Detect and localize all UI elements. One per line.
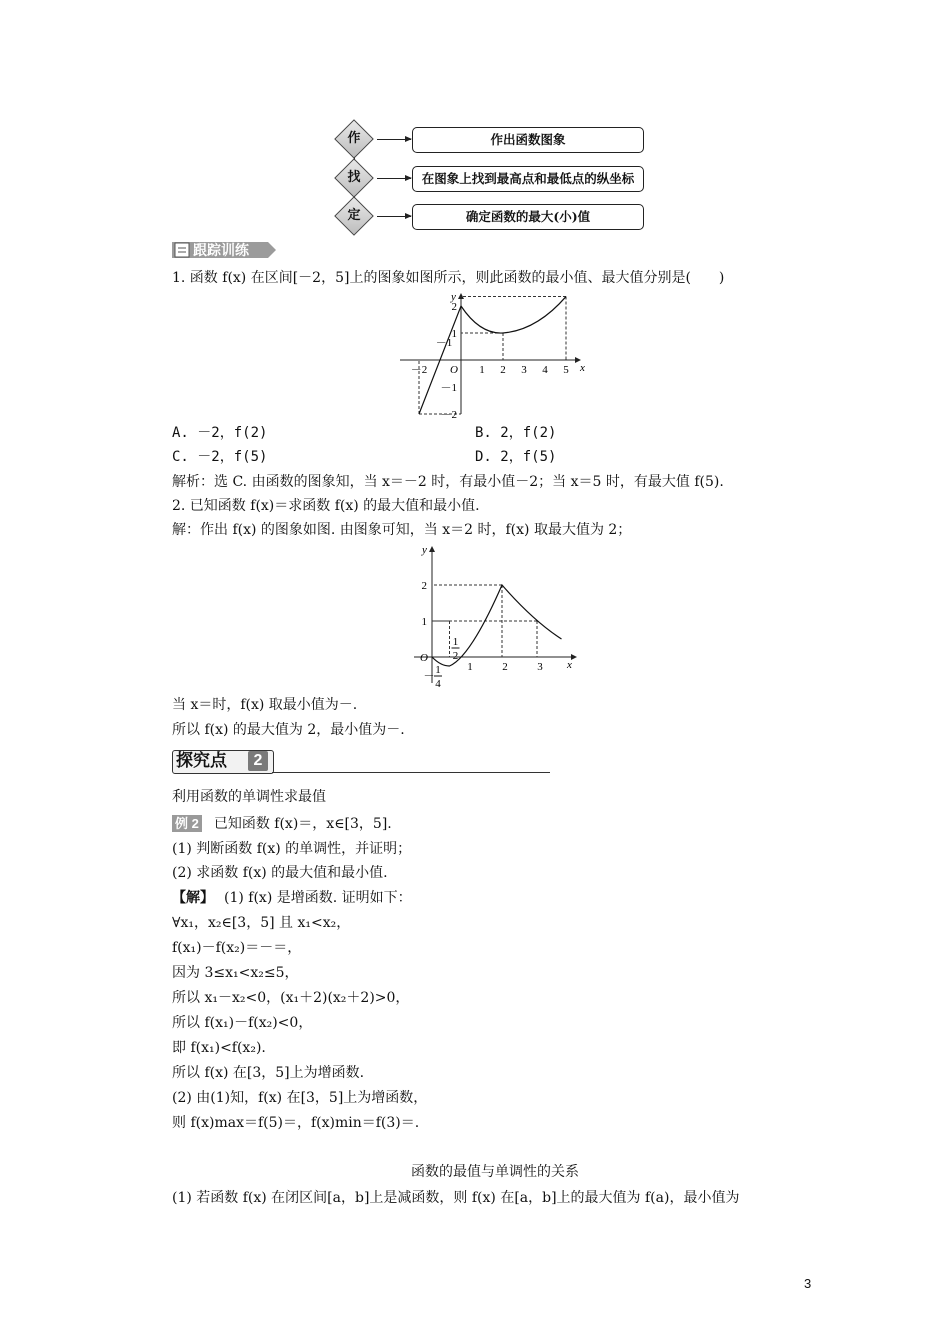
solution-line: 因为 3≤x₁<x₂≤5， [172,965,299,981]
x-tick-label: 2 [502,661,508,673]
flow-arrow [377,216,411,217]
flow-step-box: 确定函数的最大(小)值 [412,204,644,230]
relation-text: (1) 若函数 f(x) 在闭区间[a，b]上是减函数，则 f(x) 在[a，b]上的最大值为 f(a)，最小值为 [172,1190,740,1206]
solution-line: 则 f(x)max＝f(5)＝，f(x)min＝f(3)＝. [172,1115,420,1131]
flow-step-box: 在图象上找到最高点和最低点的纵坐标 [412,166,644,192]
fraction-sign: － [423,670,435,682]
y-tick-label: 2 [451,301,457,313]
solution-line: (1) f(x) 是增函数. 证明如下： [224,890,412,906]
x-axis-label: x [567,659,572,671]
y-tick-label: －2 [440,409,457,418]
q1-option-a[interactable]: A. －2，f(2) [172,425,268,441]
y-axis-label: y [422,544,427,556]
example-stem: 已知函数 f(x)＝，x∈[3，5]. [213,816,392,832]
x-tick-label: 1 [479,364,485,376]
flow-arrow [377,178,411,179]
solution-line: f(x₁)－f(x₂)＝－＝， [172,940,302,956]
solution-label: 【解】 [172,890,214,906]
practice-banner [172,240,276,260]
q2-function-curve [432,585,562,666]
example-part2: (2) 求函数 f(x) 的最大值和最小值. [172,865,388,881]
solution-first-line [172,888,412,908]
fraction-denominator: 4 [435,678,441,690]
q1-option-d[interactable]: D. 2，f(5) [475,449,557,465]
y-tick-label: 1 [421,616,427,628]
relation-heading: 函数的最值与单调性的关系 [411,1164,579,1180]
q1-graph [396,290,588,418]
origin-label: O [420,652,428,664]
y-tick-label: －1 [440,382,457,394]
section-header [172,748,550,776]
q1-option-b[interactable]: B. 2，f(2) [475,425,557,441]
fraction-numerator: 1 [452,636,459,648]
y-axis-label: y [451,291,456,303]
flow-step-char: 找 [347,170,361,185]
solution-line: 所以 f(x) 在[3，5]上为增函数. [172,1065,365,1081]
flow-step-box: 作出函数图象 [412,127,644,153]
section-subtitle: 利用函数的单调性求最值 [172,789,326,805]
q2-solution-1: 解：作出 f(x) 的图象如图. 由图象可知，当 x＝2 时，f(x) 取最大值为 2； [172,522,632,538]
x-tick-label: 2 [500,364,506,376]
section-number: 2 [248,751,268,771]
x-tick-label: －1 [435,337,453,349]
y-tick-label: 2 [421,580,427,592]
section-underline [272,772,550,773]
x-tick-label: 3 [537,661,543,673]
flow-step-char: 作 [347,131,361,146]
solution-line: 所以 f(x₁)－f(x₂)<0， [172,1015,313,1031]
x-tick-label: －2 [410,364,428,376]
q1-function-curve [419,297,566,414]
q2-solution-3: 所以 f(x) 的最大值为 2，最小值为－. [172,722,405,738]
x-tick-label: 4 [542,364,548,376]
solution-line: 即 f(x₁)<f(x₂). [172,1040,266,1056]
practice-label: 跟踪训练 [193,242,249,258]
q2-graph [410,543,580,691]
example-badge: 例 2 [172,815,202,832]
q2-stem: 2. 已知函数 f(x)＝求函数 f(x) 的最大值和最小值. [172,498,480,514]
q1-stem: 1. 函数 f(x) 在区间[－2，5]上的图象如图所示，则此函数的最小值、最大值分别是( ) [172,270,725,286]
x-tick-label: 5 [563,364,569,376]
solution-line: ∀x₁，x₂∈[3，5] 且 x₁<x₂， [172,915,351,931]
solution-line: 所以 x₁－x₂<0，(x₁＋2)(x₂＋2)>0， [172,990,410,1006]
y-tick-label: 1 [451,328,457,340]
x-tick-label: 1 [467,661,473,673]
q2-solution-2: 当 x＝时，f(x) 取最小值为－. [172,697,358,713]
q1-analysis: 解析：选 C. 由函数的图象知，当 x＝－2 时，有最小值－2；当 x＝5 时，有最大值 f(5). [172,474,724,490]
x-tick-label: 3 [521,364,527,376]
x-axis-label: x [580,362,585,374]
fraction-numerator: 1 [435,664,441,676]
q1-option-c[interactable]: C. －2，f(5) [172,449,268,465]
flow-step-char: 定 [347,208,361,223]
flow-arrow [377,139,411,140]
section-title: 探究点 [176,751,227,770]
example-stem-line [172,814,392,834]
fraction-denominator: 2 [452,650,459,662]
solution-line: (2) 由(1)知，f(x) 在[3，5]上为增函数， [172,1090,428,1106]
example-part1: (1) 判断函数 f(x) 的单调性，并证明； [172,841,412,857]
origin-label: O [450,364,458,376]
page-number: 3 [804,1276,812,1291]
